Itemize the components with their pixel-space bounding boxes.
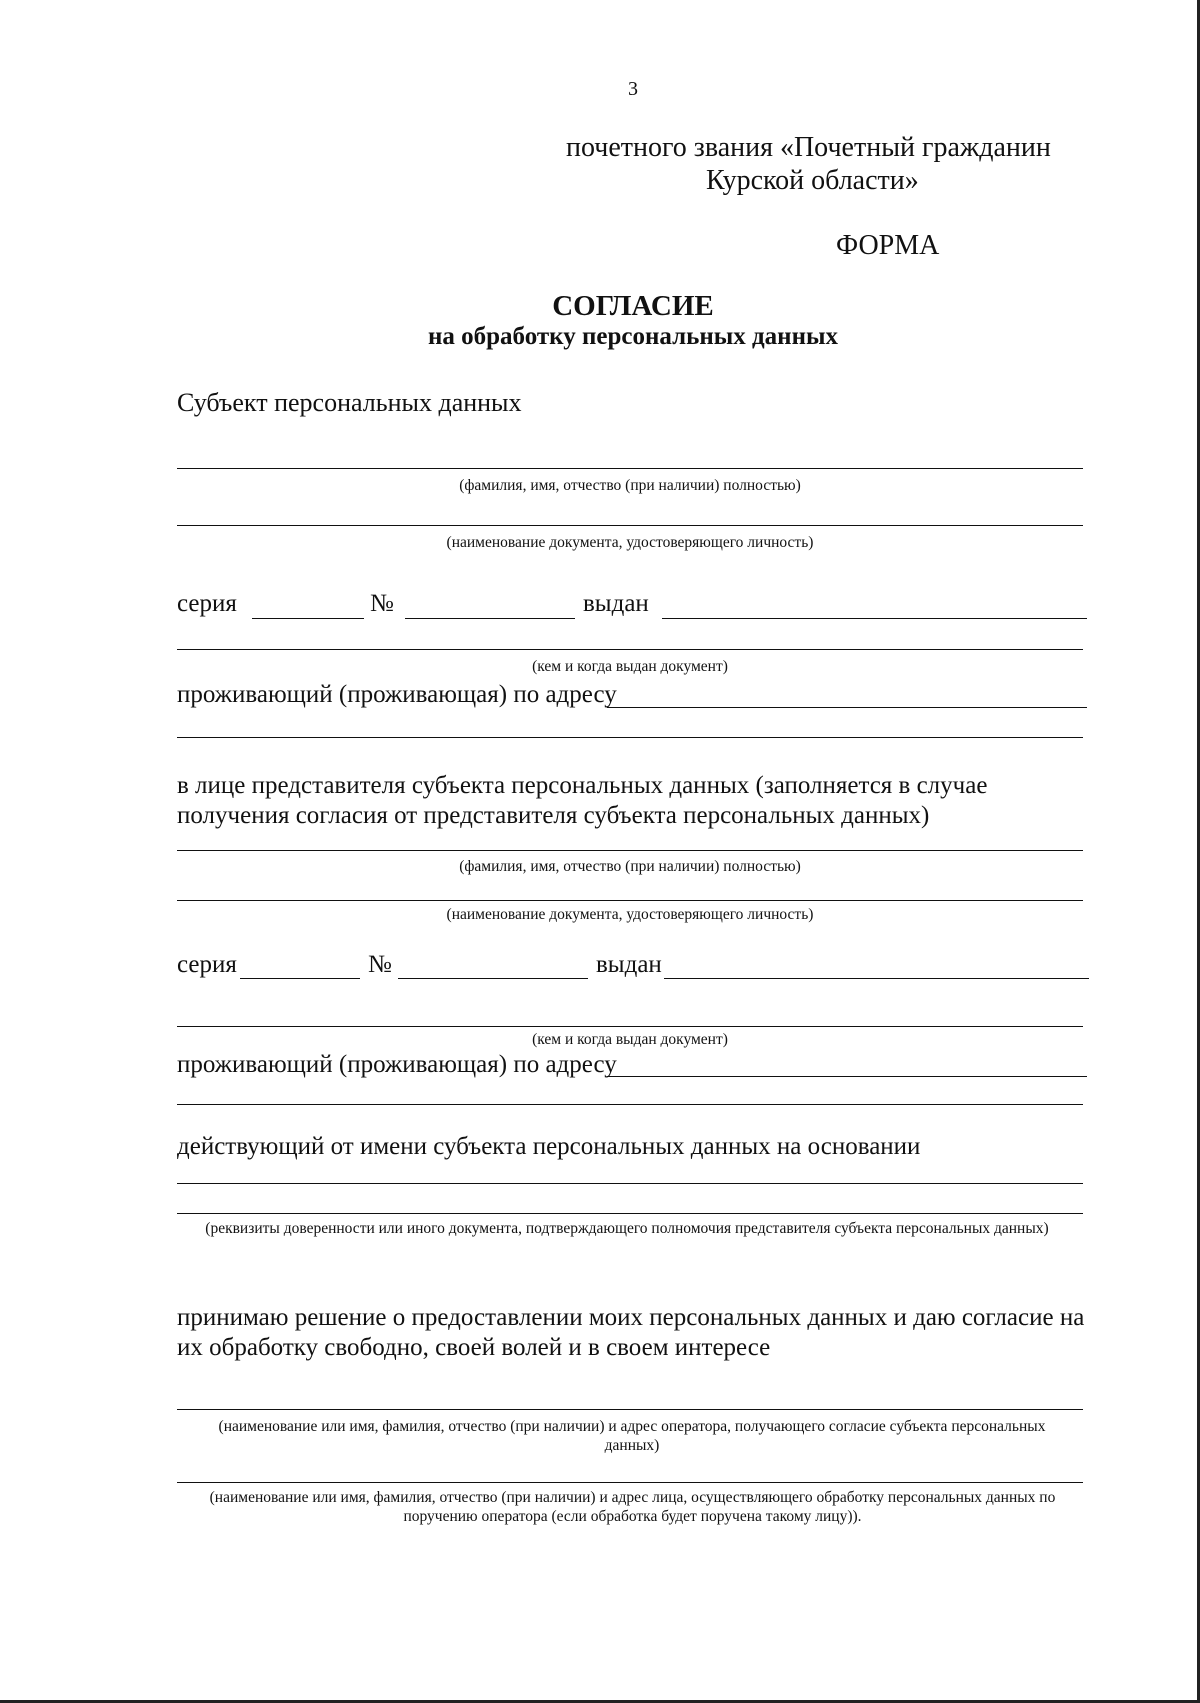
authority-caption: (реквизиты доверенности или иного документа, подтверждающего полномочия представителя субъекта персональных данных) bbox=[205, 1220, 1049, 1237]
rep-doc-caption: (наименование документа, удостоверяющего личность) bbox=[446, 906, 814, 923]
subject-fio-line[interactable] bbox=[177, 468, 1083, 469]
rep-address-field[interactable] bbox=[607, 1076, 1087, 1077]
subject-series-field[interactable] bbox=[252, 618, 364, 619]
subject-fio-caption: (фамилия, имя, отчество (при наличии) полностью) bbox=[459, 477, 801, 494]
subject-issued-field[interactable] bbox=[662, 618, 1087, 619]
acting-text: действующий от имени субъекта персональных данных на основании bbox=[177, 1133, 921, 1160]
subject-number-label: № bbox=[370, 590, 394, 617]
processor-caption: (наименование или имя, фамилия, отчество (при наличии) и адрес лица, осуществляющего обработку персональных данных по поручению оператора (если обработка будет поручена такому лицу)). bbox=[209, 1489, 1056, 1525]
subject-series-label: серия bbox=[177, 590, 237, 617]
page-number: 3 bbox=[628, 78, 638, 100]
subject-issued-by-caption: (кем и когда выдан документ) bbox=[532, 658, 728, 675]
header-line-1: почетного звания «Почетный гражданин bbox=[566, 132, 1051, 163]
operator-caption: (наименование или имя, фамилия, отчество (при наличии) и адрес оператора, получающего согласие субъекта персональных данных) bbox=[218, 1418, 1046, 1454]
subject-issued-by-line[interactable] bbox=[177, 649, 1083, 650]
rep-issued-field[interactable] bbox=[664, 978, 1089, 979]
rep-address-line-2[interactable] bbox=[177, 1104, 1083, 1105]
subject-residing-label: проживающий (проживающая) по адресу bbox=[177, 681, 617, 708]
document-subtitle: на обработку персональных данных bbox=[428, 323, 838, 350]
rep-issued-by-caption: (кем и когда выдан документ) bbox=[532, 1031, 728, 1048]
rep-series-label: серия bbox=[177, 951, 237, 978]
processor-line[interactable] bbox=[177, 1482, 1083, 1483]
header-line-2: Курской области» bbox=[706, 165, 919, 196]
decision-text: принимаю решение о предоставлении моих персональных данных и даю согласие на их обработку свободно, своей волей и в своем интересе bbox=[177, 1304, 1085, 1361]
representative-text: в лице представителя субъекта персональных данных (заполняется в случае получения согласия от представителя субъекта персональных данных) bbox=[177, 772, 988, 829]
rep-series-field[interactable] bbox=[240, 978, 360, 979]
subject-address-line-2[interactable] bbox=[177, 737, 1083, 738]
form-label: ФОРМА bbox=[836, 230, 940, 261]
subject-address-field[interactable] bbox=[607, 707, 1087, 708]
rep-issued-label: выдан bbox=[596, 951, 662, 978]
rep-issued-by-line[interactable] bbox=[177, 1026, 1083, 1027]
document-title: СОГЛАСИЕ bbox=[552, 290, 714, 322]
rep-doc-line[interactable] bbox=[177, 900, 1083, 901]
rep-number-field[interactable] bbox=[398, 978, 588, 979]
subject-doc-line[interactable] bbox=[177, 525, 1083, 526]
subject-label: Субъект персональных данных bbox=[177, 388, 522, 417]
rep-fio-line[interactable] bbox=[177, 850, 1083, 851]
authority-line-1[interactable] bbox=[177, 1183, 1083, 1184]
rep-fio-caption: (фамилия, имя, отчество (при наличии) полностью) bbox=[459, 858, 801, 875]
subject-number-field[interactable] bbox=[405, 618, 575, 619]
authority-line-2[interactable] bbox=[177, 1213, 1083, 1214]
rep-residing-label: проживающий (проживающая) по адресу bbox=[177, 1051, 617, 1078]
subject-issued-label: выдан bbox=[583, 590, 649, 617]
rep-number-label: № bbox=[368, 951, 392, 978]
subject-doc-caption: (наименование документа, удостоверяющего личность) bbox=[446, 534, 814, 551]
operator-line[interactable] bbox=[177, 1409, 1083, 1410]
